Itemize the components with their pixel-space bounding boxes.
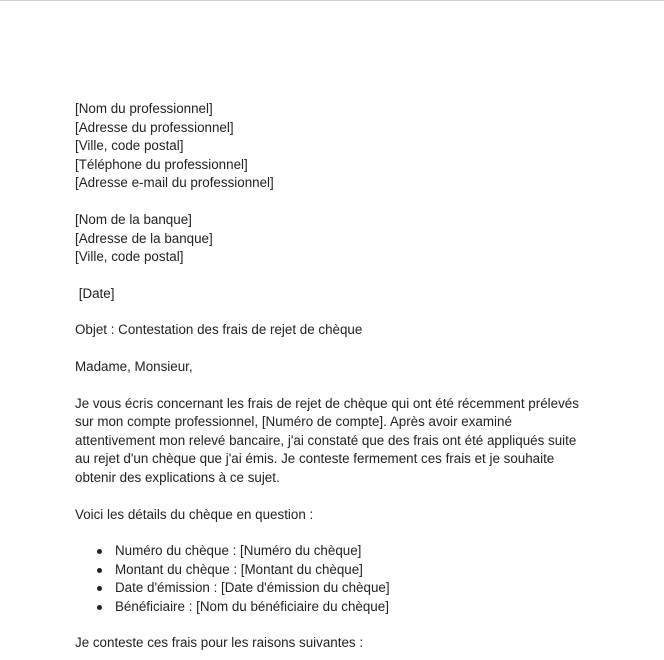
bank-name: [Nom de la banque] [75,211,192,227]
bullet-icon [97,605,102,610]
sender-phone: [Téléphone du professionnel] [75,156,248,172]
list-item [95,598,595,617]
document-top-border [0,0,664,1]
cheque-details-list [75,542,595,616]
letter-salutation: Madame, Monsieur, [75,358,193,374]
list-item [95,561,595,580]
paragraph-line: attentivement mon relevé bancaire, j'ai constaté que des frais ont été appliqués suite [75,432,577,448]
details-intro: Voici les détails du chèque en question : [75,506,314,522]
letter-document [75,100,595,653]
bullet-icon [97,586,102,591]
bullet-icon [97,568,102,573]
paragraph-line: sur mon compte professionnel, [Numéro de compte]. Après avoir examiné [75,414,512,430]
letter-subject: Objet : Contestation des frais de rejet de chèque [75,322,363,338]
sender-address: [Adresse du professionnel] [75,119,234,135]
bullet-icon [97,549,102,554]
sender-block [75,100,595,193]
sender-city: [Ville, code postal] [75,138,184,154]
bank-city: [Ville, code postal] [75,249,184,265]
detail-beneficiary: Bénéficiaire : [Nom du bénéficiaire du chèque] [115,598,389,614]
list-item [95,579,595,598]
paragraph-line: obtenir des explications à ce sujet. [75,469,280,485]
detail-cheque-amount: Montant du chèque : [Montant du chèque] [115,561,363,577]
body-paragraph-1 [75,395,595,488]
sender-name: [Nom du professionnel] [75,101,213,116]
paragraph-line: Je vous écris concernant les frais de rejet de chèque qui ont été récemment prélevés [75,395,579,411]
letter-date: [Date] [75,285,115,301]
list-item [95,542,595,561]
sender-email: [Adresse e-mail du professionnel] [75,175,274,191]
recipient-block [75,211,595,267]
detail-issue-date: Date d'émission : [Date d'émission du chèque] [115,580,390,596]
bank-address: [Adresse de la banque] [75,230,213,246]
reasons-intro: Je conteste ces frais pour les raisons suivantes : [75,635,364,651]
detail-cheque-number: Numéro du chèque : [Numéro du chèque] [115,543,362,559]
paragraph-line: au rejet d'un chèque que j'ai émis. Je conteste fermement ces frais et je souhaite [75,451,555,467]
